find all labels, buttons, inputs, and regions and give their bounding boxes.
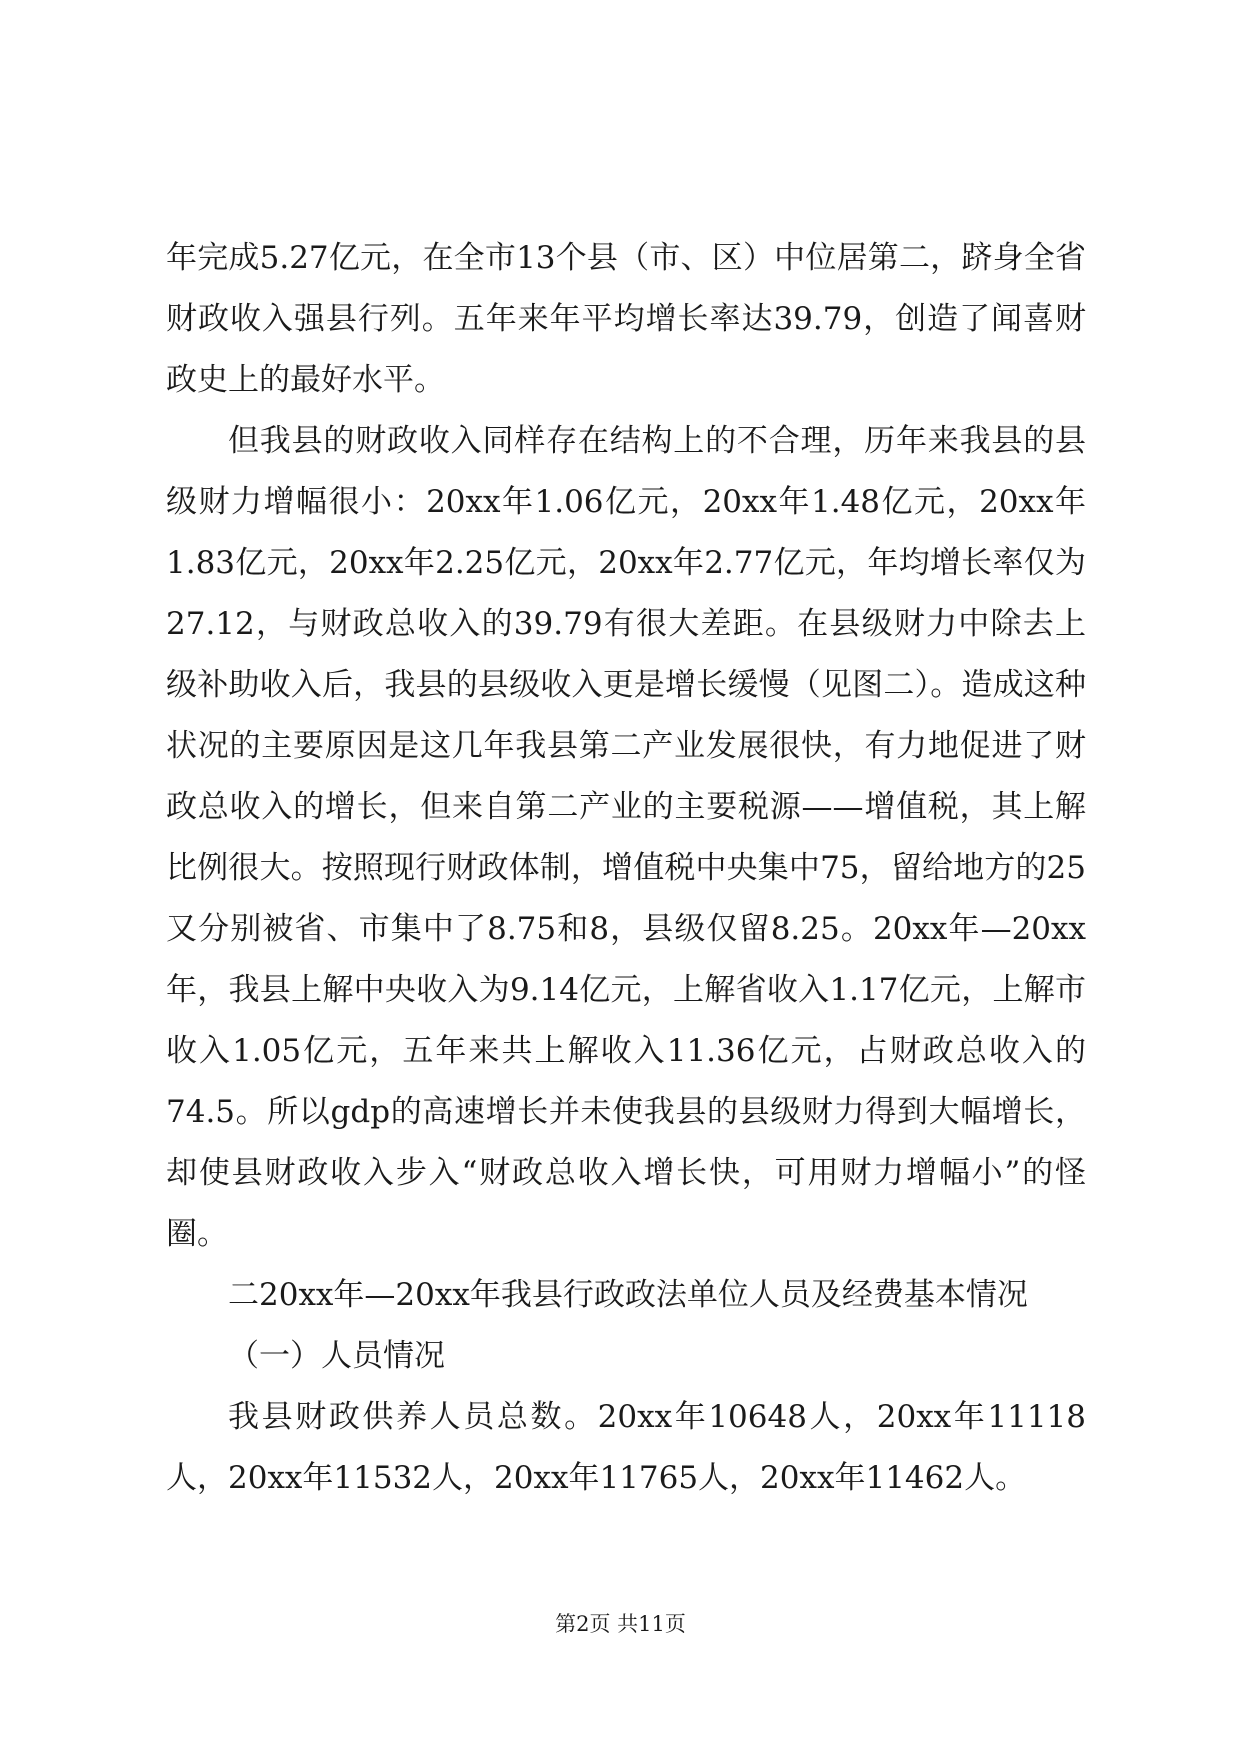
paragraph-county-finance: 但我县的财政收入同样存在结构上的不合理，历年来我县的县级财力增幅很小：20xx年1.06亿元，20xx年1.48亿元，20xx年1.83亿元，20xx年2.25亿元，20xx年2.77亿元，年均增长率仅为27.12，与财政总收入的39.79有很大差距。在县级财力中除去上级补助收入后，我县的县级收入更是增长缓慢（见图二）。造成这种状况的主要原因是这几年我县第二产业发展很快，有力地促进了财政总收入的增长，但来自第二产业的主要税源——增值税，其上解比例很大。按照现行财政体制，增值税中央集中75，留给地方的25又分别被省、市集中了8.75和8，县级仅留8.25。20xx年—20xx年，我县上解中央收入为9.14亿元，上解省收入1.17亿元，上解市收入1.05亿元，五年来共上解收入11.36亿元，占财政总收入的74.5。所以gdp的高速增长并未使我县的县级财力得到大幅增长，却使县财政收入步入“财政总收入增长快，可用财力增幅小”的怪圈。 bbox=[166, 423, 1086, 1252]
subsection-heading: （一）人员情况 bbox=[228, 1338, 445, 1374]
section-heading: 二20xx年—20xx年我县行政政法单位人员及经费基本情况 bbox=[228, 1277, 1028, 1313]
document-body bbox=[166, 228, 1086, 1509]
page-number-footer: 第2页 共11页 bbox=[555, 1612, 686, 1636]
paragraph-staff-count: 我县财政供养人员总数。20xx年10648人，20xx年11118人，20xx年11532人，20xx年11765人，20xx年11462人。 bbox=[166, 1399, 1086, 1496]
paragraph-revenue-summary: 年完成5.27亿元，在全市13个县（市、区）中位居第二，跻身全省财政收入强县行列。五年来年平均增长率达39.79，创造了闻喜财政史上的最好水平。 bbox=[166, 240, 1086, 398]
